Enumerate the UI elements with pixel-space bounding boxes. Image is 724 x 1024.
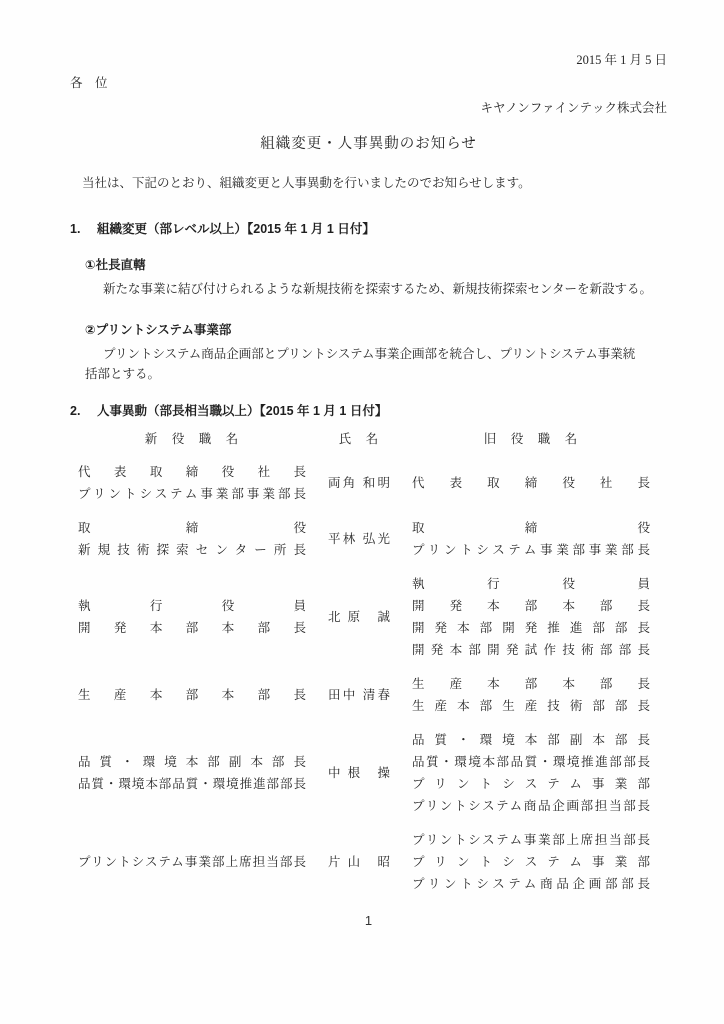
document-title: 組織変更・人事異動のお知らせ <box>260 136 477 152</box>
row-6-new-position-line: プリントシステム事業部上席担当部長 <box>78 855 306 869</box>
salutation: 各 位 <box>70 76 108 90</box>
row-4-old-position <box>412 667 650 723</box>
row-5-old-position <box>412 723 650 823</box>
row-2-name <box>306 511 412 567</box>
section1-heading-text: 組織変更（部レベル以上）【2015 年 1 月 1 日付】 <box>97 222 375 236</box>
row-2-name-line: 平林 弘光 <box>328 532 390 546</box>
row-6-old-position <box>412 823 650 901</box>
section2-number: 2. <box>70 404 81 418</box>
org-item-1-heading: ①社長直轄 <box>85 258 146 272</box>
row-5-new-position <box>78 723 306 823</box>
row-6-new-position <box>78 823 306 901</box>
row-5-old-position-line: プリントシステム事業部 <box>412 777 650 791</box>
row-3-old-position-line: 開発本部開発推進部部長 <box>412 621 650 635</box>
row-3-name <box>306 567 412 667</box>
row-5-old-position-line: 品質・環境本部品質・環境推進部部長 <box>412 755 650 769</box>
row-1-name <box>306 455 412 511</box>
row-5-old-position-line: プリントシステム商品企画部担当部長 <box>412 799 650 813</box>
org-item-1-body-line: 新たな事業に結び付けられるような新規技術を探索するため、新規技術探索センターを新設する。 <box>103 282 653 296</box>
row-6-old-position-line: プリントシステム事業部上席担当部長 <box>412 833 650 847</box>
row-4-old-position-line: 生産本部本部長 <box>412 677 650 691</box>
row-1-new-position-line: プリントシステム事業部事業部長 <box>78 487 306 501</box>
section2-heading <box>70 404 667 419</box>
row-5-new-position-line: 品質・環境本部副本部長 <box>78 755 306 769</box>
document-date: 2015 年 1 月 5 日 <box>576 53 667 67</box>
row-2-old-position-line: プリントシステム事業部事業部長 <box>412 543 650 557</box>
org-item-2-body-line: プリントシステム商品企画部とプリントシステム事業企画部を統合し、プリントシステム事業統 <box>103 347 636 361</box>
row-4-name <box>306 667 412 723</box>
org-item-2-heading: ②プリントシステム事業部 <box>85 323 232 337</box>
row-4-old-position-line: 生産本部生産技術部部長 <box>412 699 650 713</box>
row-6-old-position-line: プリントシステム事業部 <box>412 855 650 869</box>
table-header-old-position: 旧 役 職 名 <box>483 432 579 446</box>
row-1-name-line: 両角 和明 <box>328 476 390 490</box>
row-3-name-line: 北原 誠 <box>328 610 390 624</box>
org-change-items <box>85 258 667 384</box>
row-3-old-position-line: 執行役員 <box>412 577 650 591</box>
row-1-new-position <box>78 455 306 511</box>
row-5-name-line: 中根 操 <box>328 766 390 780</box>
row-2-new-position-line: 取締役 <box>78 521 306 535</box>
row-5-name <box>306 723 412 823</box>
intro-paragraph: 当社は、下記のとおり、組織変更と人事異動を行いましたのでお知らせします。 <box>82 176 531 190</box>
company-name: キヤノンファインテック株式会社 <box>480 101 667 115</box>
table-header-name: 氏 名 <box>338 432 380 446</box>
row-1-new-position-line: 代表取締役社長 <box>78 465 306 479</box>
section1-number: 1. <box>70 222 81 236</box>
row-3-old-position-line: 開発本部開発試作技術部部長 <box>412 643 650 657</box>
row-4-new-position-line: 生産本部本部長 <box>78 688 306 702</box>
row-6-old-position-line: プリントシステム商品企画部部長 <box>412 877 650 891</box>
row-5-old-position-line: 品質・環境本部副本部長 <box>412 733 650 747</box>
row-5-new-position-line: 品質・環境本部品質・環境推進部部長 <box>78 777 306 791</box>
personnel-table <box>78 429 650 901</box>
row-2-new-position-line: 新規技術探索センター所長 <box>78 543 306 557</box>
page-number: 1 <box>364 913 373 928</box>
row-2-new-position <box>78 511 306 567</box>
row-4-name-line: 田中 清春 <box>328 688 390 702</box>
section2-heading-text: 人事異動（部長相当職以上）【2015 年 1 月 1 日付】 <box>97 404 388 418</box>
row-3-new-position <box>78 567 306 667</box>
row-3-old-position <box>412 567 650 667</box>
row-3-new-position-line: 執行役員 <box>78 599 306 613</box>
row-3-new-position-line: 開発本部本部長 <box>78 621 306 635</box>
row-2-old-position <box>412 511 650 567</box>
row-6-name <box>306 823 412 901</box>
row-6-name-line: 片山 昭 <box>328 855 390 869</box>
section1-heading <box>70 222 667 237</box>
row-3-old-position-line: 開発本部本部長 <box>412 599 650 613</box>
row-1-old-position-line: 代表取締役社長 <box>412 476 650 490</box>
org-item-2-body-line: 括部とする。 <box>85 367 161 381</box>
row-1-old-position <box>412 455 650 511</box>
table-header-new-position: 新 役 職 名 <box>144 432 240 446</box>
row-2-old-position-line: 取締役 <box>412 521 650 535</box>
row-4-new-position <box>78 667 306 723</box>
